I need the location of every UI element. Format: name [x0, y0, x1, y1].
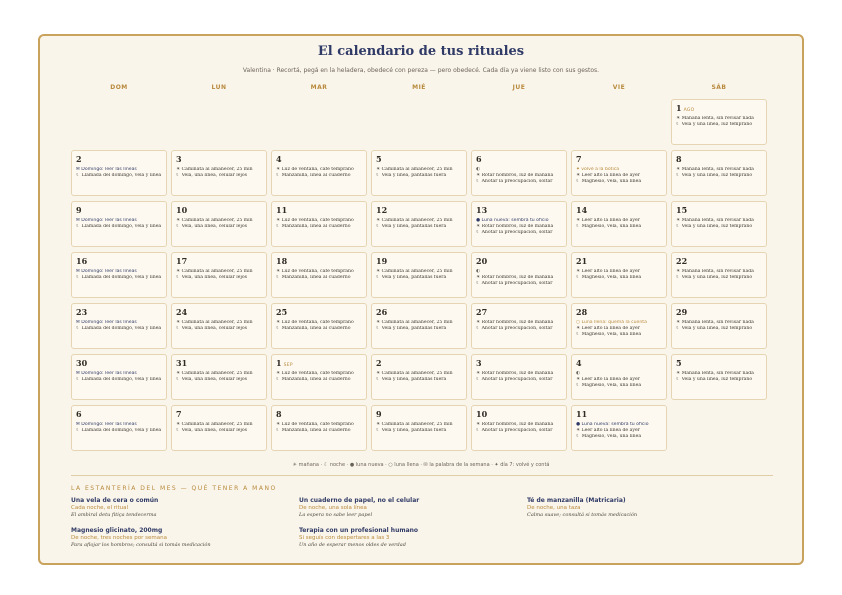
day-number	[276, 256, 362, 269]
day-cell	[371, 405, 467, 451]
day-cell	[171, 354, 267, 400]
day-number-value: 8	[276, 409, 282, 419]
month-label: AGO	[683, 108, 695, 113]
shelf-item-name: Terapia con un profesional humano	[299, 527, 419, 534]
ritual-line: ◐	[476, 269, 481, 274]
day-number	[376, 154, 462, 167]
ritual-line: ○ Luna llena: quemá la cuenta	[576, 320, 647, 325]
day-number-value: 16	[76, 256, 88, 266]
day-number	[476, 307, 562, 320]
ritual-line: ☾ Llamada del domingo, vela y línea	[76, 224, 162, 229]
day-number	[176, 409, 262, 422]
ritual-line: ☀ Caminata al amanecer, 25 min	[376, 320, 453, 325]
day-number	[576, 154, 662, 167]
ritual-line: ☾ Magnesio, vela, una línea	[576, 179, 642, 184]
ritual-line: ☾ Vela y línea, pantallas fuera	[376, 428, 447, 433]
ritual-line: ☾ Vela, una línea, celular lejos	[176, 275, 248, 280]
day-number-value: 2	[376, 358, 382, 368]
day-cell	[271, 405, 367, 451]
day-number	[676, 256, 762, 269]
ritual-line: ✉ Domingo: leer las líneas	[76, 371, 137, 376]
ritual-line: ☾ Vela y una línea, luz temprano	[676, 122, 753, 127]
day-number-value: 5	[676, 358, 682, 368]
ritual-line: ☾ Llamada del domingo, vela y línea	[76, 377, 162, 382]
shelf-item	[299, 497, 519, 519]
day-cell	[471, 303, 567, 349]
day-number	[476, 409, 562, 422]
day-number	[76, 154, 162, 167]
shelf-item-name: Un cuaderno de papel, no el celular	[299, 497, 420, 504]
day-cell	[71, 354, 167, 400]
shelf-item-note: Calma suave; consultá si tomás medicación	[527, 512, 638, 518]
ritual-line: ☀ Leer alto la línea de ayer	[576, 269, 640, 274]
day-number	[276, 205, 362, 218]
ritual-line: ☀ Leer alto la línea de ayer	[576, 326, 640, 331]
ritual-line: ◐	[476, 167, 481, 172]
day-cell	[271, 252, 367, 298]
ritual-line: ☀ Caminata al amanecer, 25 min	[176, 422, 253, 427]
day-cell	[571, 252, 667, 298]
day-number	[276, 358, 362, 371]
legend: ☀ mañana · ☾ noche · ● luna nueva · ○ luna llena · ✉ la palabra de la semana · ✦ día 7: volvé y contá	[292, 462, 550, 468]
day-number	[76, 409, 162, 422]
ritual-line: ☾ Vela, una línea, celular lejos	[176, 326, 248, 331]
day-cell	[171, 303, 267, 349]
day-cell	[471, 201, 567, 247]
page-subtitle: Valentina · Recortá, pegá en la heladera, obedecé con pereza — pero obedecé. Cada día ya viene listo con sus gestos.	[242, 67, 600, 74]
day-number-value: 27	[476, 307, 488, 317]
day-cell	[371, 201, 467, 247]
ritual-line: ☾ Magnesio, vela, una línea	[576, 224, 642, 229]
ritual-line: ☀ Mañana lenta, sin revisar nada	[676, 167, 754, 172]
ritual-line: ☾ Anotar la preocupación, soltar	[476, 179, 553, 184]
day-number	[176, 358, 262, 371]
ritual-line: ☾ Vela y línea, pantallas fuera	[376, 326, 447, 331]
shelf-item-usage: De noche, tres noches por semana	[71, 535, 167, 541]
ritual-line: ☀ Mañana lenta, sin revisar nada	[676, 218, 754, 223]
ritual-line: ☀ Rotar hombros, luz de mañana	[476, 371, 554, 376]
day-number-value: 26	[376, 307, 388, 317]
day-number-value: 6	[76, 409, 82, 419]
day-cell	[171, 150, 267, 196]
ritual-line: ☾ Vela y línea, pantallas fuera	[376, 224, 447, 229]
day-cell	[71, 405, 167, 451]
day-cell	[271, 201, 367, 247]
ritual-line: ☾ Manzanilla, línea al cuaderno	[276, 377, 351, 382]
day-cell	[671, 252, 767, 298]
ritual-line: ☾ Vela y una línea, luz temprano	[676, 173, 753, 178]
ritual-line: ☀ Caminata al amanecer, 25 min	[376, 422, 453, 427]
ritual-line: ☀ Rotar hombros, luz de mañana	[476, 173, 554, 178]
day-number	[276, 409, 362, 422]
shelf-item-note: La espera no sabe leer papel	[299, 512, 373, 518]
day-cell	[271, 354, 367, 400]
shelf-item	[71, 527, 291, 549]
day-number	[76, 256, 162, 269]
weekday-label: JUE	[512, 84, 526, 91]
day-number	[376, 307, 462, 320]
day-number-value: 3	[176, 154, 182, 164]
shelf-item	[299, 527, 519, 549]
ritual-line: ☀ Mañana lenta, sin revisar nada	[676, 320, 754, 325]
day-number-value: 29	[676, 307, 688, 317]
shelf-item-usage: De noche, una sola línea	[299, 505, 367, 511]
ritual-line: ☀ Caminata al amanecer, 25 min	[376, 167, 453, 172]
ritual-line: ☀ Caminata al amanecer, 25 min	[176, 320, 253, 325]
weekday-label: MAR	[310, 84, 328, 91]
ritual-line: ☀ Mañana lenta, sin revisar nada	[676, 371, 754, 376]
shelf-item-note: Un año de esperar menos oldes de verdad	[299, 542, 406, 548]
day-number-value: 7	[576, 154, 582, 164]
day-cell	[371, 252, 467, 298]
day-cell	[71, 150, 167, 196]
day-number-value: 3	[476, 358, 482, 368]
day-cell	[171, 405, 267, 451]
ritual-line: ☀ Leer alto la línea de ayer	[576, 377, 640, 382]
day-number-value: 9	[76, 205, 82, 215]
shelf-item-usage: Cada noche, el ritual	[71, 505, 129, 511]
shelf-item-usage: Si seguís con despertares a las 3	[299, 535, 390, 541]
day-number-value: 1	[276, 358, 282, 368]
ritual-line: ☾ Llamada del domingo, vela y línea	[76, 275, 162, 280]
day-number-value: 10	[176, 205, 188, 215]
ritual-line: ☀ Mañana lenta, sin revisar nada	[676, 116, 754, 121]
ritual-line: ☾ Vela y línea, pantallas fuera	[376, 377, 447, 382]
day-number-value: 12	[376, 205, 388, 215]
day-number-value: 22	[676, 256, 688, 266]
day-number	[476, 256, 562, 269]
ritual-line: ☀ Rotar hombros, luz de mañana	[476, 422, 554, 427]
ritual-line: ☾ Manzanilla, línea al cuaderno	[276, 326, 351, 331]
ritual-line: ☀ Caminata al amanecer, 25 min	[176, 218, 253, 223]
ritual-line: ☀ Luz de ventana, café temprano	[276, 218, 354, 223]
day-number-value: 21	[576, 256, 588, 266]
day-cell	[371, 303, 467, 349]
day-number-value: 23	[76, 307, 88, 317]
day-number-value: 4	[276, 154, 282, 164]
ritual-line: ☀ Caminata al amanecer, 25 min	[176, 167, 253, 172]
ritual-line: ☾ Manzanilla, línea al cuaderno	[276, 173, 351, 178]
day-number	[476, 205, 562, 218]
day-cell	[471, 252, 567, 298]
ritual-line: ☾ Manzanilla, línea al cuaderno	[276, 224, 351, 229]
ritual-line: ☀ Caminata al amanecer, 25 min	[376, 218, 453, 223]
ritual-line: ☾ Manzanilla, línea al cuaderno	[276, 428, 351, 433]
ritual-line: ✉ Domingo: leer las líneas	[76, 422, 137, 427]
shelf-item-note: Para aflojar los hombros; consultá si tomás medicación	[71, 542, 211, 548]
ritual-line: ☾ Magnesio, vela, una línea	[576, 332, 642, 337]
day-number	[576, 307, 662, 320]
day-cell	[371, 150, 467, 196]
day-cell	[671, 201, 767, 247]
ritual-line: ☀ Rotar hombros, luz de mañana	[476, 320, 554, 325]
day-number	[676, 358, 762, 371]
day-number	[176, 256, 262, 269]
ritual-line: ☾ Llamada del domingo, vela y línea	[76, 428, 162, 433]
ritual-line: ☾ Anotar la preocupación, soltar	[476, 230, 553, 235]
ritual-line: ☀ Caminata al amanecer, 25 min	[176, 371, 253, 376]
ritual-line: ☀ Leer alto la línea de ayer	[576, 428, 640, 433]
day-cell	[571, 303, 667, 349]
day-cell	[571, 150, 667, 196]
day-number-value: 20	[476, 256, 488, 266]
ritual-line: ☾ Magnesio, vela, una línea	[576, 275, 642, 280]
day-number	[576, 409, 662, 422]
ritual-line: ☾ Vela, una línea, celular lejos	[176, 173, 248, 178]
day-number	[476, 154, 562, 167]
day-number-value: 31	[176, 358, 188, 368]
ritual-line: ☀ Caminata al amanecer, 25 min	[376, 269, 453, 274]
day-number-value: 13	[476, 205, 488, 215]
ritual-line: ☾ Vela, una línea, celular lejos	[176, 377, 248, 382]
day-cell	[471, 405, 567, 451]
ritual-line: ☾ Anotar la preocupación, soltar	[476, 428, 553, 433]
day-cell	[71, 201, 167, 247]
day-number	[376, 205, 462, 218]
day-cell	[671, 354, 767, 400]
month-label: SEP	[283, 363, 293, 368]
day-cell	[471, 354, 567, 400]
day-number-value: 8	[676, 154, 682, 164]
day-number	[76, 205, 162, 218]
ritual-line: ✉ Domingo: leer las líneas	[76, 269, 137, 274]
day-number-value: 5	[376, 154, 382, 164]
ritual-line: ☾ Anotar la preocupación, soltar	[476, 377, 553, 382]
ritual-line: ☀ Mañana lenta, sin revisar nada	[676, 269, 754, 274]
day-number-value: 4	[576, 358, 582, 368]
ritual-line: ☾ Anotar la preocupación, soltar	[476, 326, 553, 331]
day-number	[276, 154, 362, 167]
shelf-item-usage: De noche, una taza	[527, 505, 581, 511]
day-number	[576, 256, 662, 269]
shelf-item-name: Una vela de cera o común	[71, 497, 159, 504]
day-number	[576, 358, 662, 371]
day-number-value: 14	[576, 205, 588, 215]
day-cell	[571, 405, 667, 451]
day-number-value: 9	[376, 409, 382, 419]
ritual-line: ☀ Leer alto la línea de ayer	[576, 173, 640, 178]
ritual-line: ◐	[576, 371, 581, 376]
day-number-value: 11	[576, 409, 588, 419]
weekday-label: MIÉ	[412, 84, 426, 91]
day-cell	[71, 252, 167, 298]
day-number-value: 10	[476, 409, 488, 419]
shelf-item	[527, 497, 747, 519]
day-cell	[471, 150, 567, 196]
day-number	[76, 307, 162, 320]
day-cell	[271, 303, 367, 349]
divider	[71, 475, 773, 476]
ritual-line: ☾ Magnesio, vela, una línea	[576, 434, 642, 439]
day-number-value: 1	[676, 103, 682, 113]
day-number	[176, 154, 262, 167]
day-number-value: 25	[276, 307, 288, 317]
ritual-line: ☀ Rotar hombros, luz de mañana	[476, 275, 554, 280]
ritual-line: ☀ Rotar hombros, luz de mañana	[476, 224, 554, 229]
day-number-value: 30	[76, 358, 88, 368]
ritual-line: ● Luna nueva: sembrá tu oficio	[476, 218, 549, 223]
day-cell	[671, 99, 767, 145]
ritual-line: ☀ Luz de ventana, café temprano	[276, 269, 354, 274]
ritual-line: ☾ Vela y línea, pantallas fuera	[376, 275, 447, 280]
day-number-value: 15	[676, 205, 688, 215]
ritual-line: ☾ Magnesio, vela, una línea	[576, 383, 642, 388]
ritual-line: ☾ Manzanilla, línea al cuaderno	[276, 275, 351, 280]
weekday-label: VIE	[612, 84, 626, 91]
ritual-line: ☾ Vela, una línea, celular lejos	[176, 428, 248, 433]
shelf-item-note: El ambiral detu fitiça tendecerma	[71, 512, 157, 518]
day-cell	[171, 252, 267, 298]
day-cell	[71, 303, 167, 349]
day-number-value: 6	[476, 154, 482, 164]
ritual-line: ☾ Llamada del domingo, vela y línea	[76, 173, 162, 178]
day-number	[176, 307, 262, 320]
day-number	[676, 205, 762, 218]
day-number	[676, 103, 762, 116]
ritual-line: ☀ Luz de ventana, café temprano	[276, 167, 354, 172]
ritual-line: ✉ Domingo: leer las líneas	[76, 320, 137, 325]
day-cell	[571, 201, 667, 247]
day-number-value: 18	[276, 256, 288, 266]
ritual-line: ☀ Leer alto la línea de ayer	[576, 218, 640, 223]
ritual-line: ☾ Vela y una línea, luz temprano	[676, 377, 753, 382]
shelf-item	[71, 497, 291, 519]
ritual-line: ✉ Domingo: leer las líneas	[76, 218, 137, 223]
day-number	[176, 205, 262, 218]
ritual-line: ☾ Anotar la preocupación, soltar	[476, 281, 553, 286]
day-number	[276, 307, 362, 320]
weekday-label: DOM	[110, 84, 128, 91]
ritual-line: ☾ Vela y una línea, luz temprano	[676, 224, 753, 229]
shelf-item-name: Té de manzanilla (Matricaria)	[527, 497, 626, 504]
day-number-value: 11	[276, 205, 288, 215]
ritual-line: ☾ Vela y una línea, luz temprano	[676, 275, 753, 280]
weekday-label: LUN	[211, 84, 227, 91]
weekday-label: SÁB	[711, 84, 727, 91]
ritual-line: ☾ Vela y una línea, luz temprano	[676, 326, 753, 331]
day-number-value: 24	[176, 307, 188, 317]
day-number	[76, 358, 162, 371]
day-number-value: 7	[176, 409, 182, 419]
ritual-line: ☾ Llamada del domingo, vela y línea	[76, 326, 162, 331]
ritual-line: ☀ Luz de ventana, café temprano	[276, 371, 354, 376]
day-cell	[271, 150, 367, 196]
shelf-heading: LA ESTANTERÍA DEL MES — QUÉ TENER A MANO	[71, 485, 277, 492]
ritual-line: ☀ Caminata al amanecer, 25 min	[176, 269, 253, 274]
day-number	[676, 307, 762, 320]
day-number-value: 2	[76, 154, 82, 164]
ritual-line: ☾ Vela y línea, pantallas fuera	[376, 173, 447, 178]
page-title: El calendario de tus rituales	[317, 44, 525, 59]
day-number	[376, 358, 462, 371]
day-cell	[671, 150, 767, 196]
ritual-line: ☀ Luz de ventana, café temprano	[276, 422, 354, 427]
day-cell	[671, 303, 767, 349]
ritual-line: ✦ volvé a la botica	[576, 167, 620, 172]
ritual-line: ● Luna nueva: sembrá tu oficio	[576, 422, 649, 427]
ritual-line: ☀ Caminata al amanecer, 25 min	[376, 371, 453, 376]
day-number	[376, 409, 462, 422]
day-cell	[171, 201, 267, 247]
shelf-item-name: Magnesio glicinato, 200mg	[71, 527, 163, 534]
day-number	[476, 358, 562, 371]
ritual-line: ☾ Vela, una línea, celular lejos	[176, 224, 248, 229]
day-cell	[571, 354, 667, 400]
ritual-line: ☀ Luz de ventana, café temprano	[276, 320, 354, 325]
ritual-line: ✉ Domingo: leer las líneas	[76, 167, 137, 172]
weekday-header	[71, 84, 771, 94]
day-number	[376, 256, 462, 269]
day-cell	[371, 354, 467, 400]
day-number-value: 17	[176, 256, 188, 266]
calendar-frame	[38, 34, 804, 565]
day-number	[676, 154, 762, 167]
day-number-value: 19	[376, 256, 388, 266]
day-number	[576, 205, 662, 218]
day-number-value: 28	[576, 307, 588, 317]
